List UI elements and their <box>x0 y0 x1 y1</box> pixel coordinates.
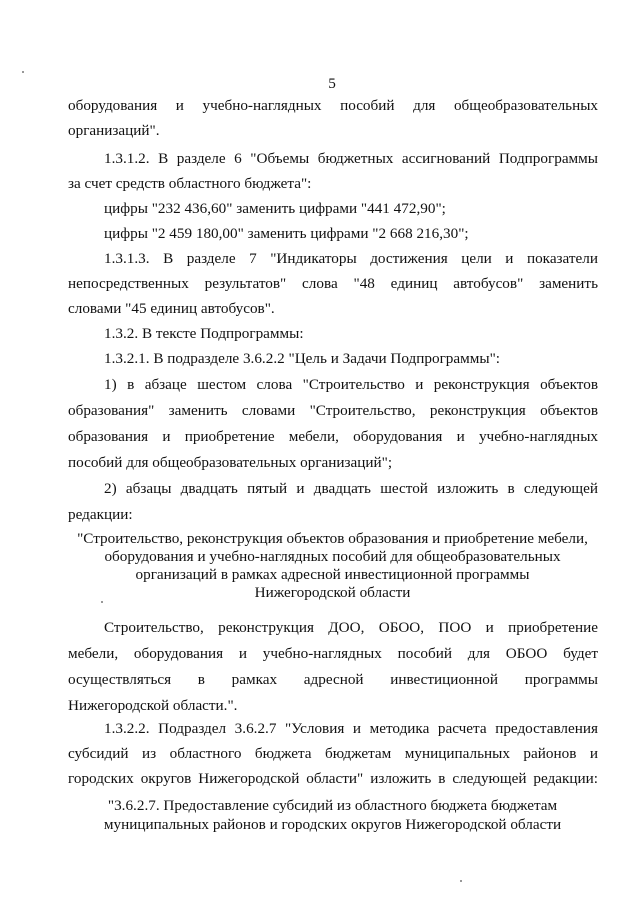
text-line: образования и приобретение мебели, оборудования и учебно-наглядных <box>68 428 598 445</box>
centered-heading-line: "Строительство, реконструкция объектов образования и приобретение мебели, <box>77 530 588 547</box>
text-line: Нижегородской области.". <box>68 697 238 714</box>
text-line: организаций". <box>68 122 160 139</box>
page-number: 5 <box>328 75 336 92</box>
text-line: 1) в абзаце шестом слова "Строительство и реконструкция объектов <box>104 376 598 393</box>
text-line: пособий для общеобразовательных организаций"; <box>68 454 393 471</box>
centered-heading-line: оборудования и учебно-наглядных пособий для общеобразовательных <box>104 548 561 565</box>
text-line: осуществляться в рамках адресной инвестиционной программы <box>68 671 598 688</box>
text-line: мебели, оборудования и учебно-наглядных пособий для ОБОО будет <box>68 645 598 662</box>
text-line: городских округов Нижегородской области" изложить в следующей редакции: <box>68 770 598 787</box>
text-line: 1.3.2.2. Подраздел 3.6.2.7 "Условия и методика расчета предоставления <box>104 720 598 737</box>
centered-heading-line: муниципальных районов и городских округов Нижегородской области <box>103 816 562 833</box>
text-line: 1.3.1.2. В разделе 6 "Объемы бюджетных ассигнований Подпрограммы <box>104 150 598 167</box>
text-line: непосредственных результатов" слова "48 единиц автобусов" заменить <box>68 275 598 292</box>
text-line: словами "45 единиц автобусов". <box>68 300 275 317</box>
text-line: 1.3.2. В тексте Подпрограммы: <box>104 325 304 342</box>
text-line: цифры "2 459 180,00" заменить цифрами "2 668 216,30"; <box>104 225 469 242</box>
text-line: за счет средств областного бюджета": <box>68 175 312 192</box>
text-line: оборудования и учебно-наглядных пособий для общеобразовательных <box>68 97 598 114</box>
text-line: субсидий из областного бюджета бюджетам муниципальных районов и <box>68 745 598 762</box>
text-line: образования" заменить словами "Строительство, реконструкция объектов <box>68 402 598 419</box>
text-line: Строительство, реконструкция ДОО, ОБОО, ПОО и приобретение <box>104 619 598 636</box>
scan-speck <box>460 880 462 882</box>
text-line: 2) абзацы двадцать пятый и двадцать шестой изложить в следующей <box>104 480 598 497</box>
scan-speck <box>101 601 103 603</box>
scan-speck <box>22 71 24 73</box>
centered-heading-line: организаций в рамках адресной инвестиционной программы <box>135 566 530 583</box>
text-line: редакции: <box>68 506 133 523</box>
text-line: 1.3.2.1. В подразделе 3.6.2.2 "Цель и Задачи Подпрограммы": <box>104 350 500 367</box>
centered-heading-line: "3.6.2.7. Предоставление субсидий из областного бюджета бюджетам <box>107 797 558 814</box>
centered-heading-line: Нижегородской области <box>254 584 411 601</box>
text-line: цифры "232 436,60" заменить цифрами "441 472,90"; <box>104 200 446 217</box>
text-line: 1.3.1.3. В разделе 7 "Индикаторы достижения цели и показатели <box>104 250 598 267</box>
